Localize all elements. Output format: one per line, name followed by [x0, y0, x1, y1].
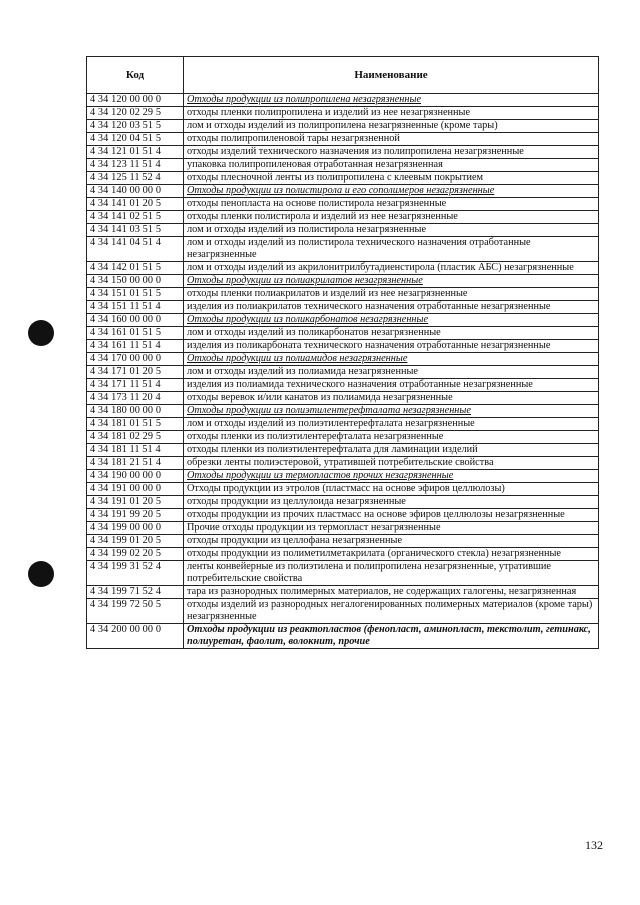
table-row — [87, 275, 599, 288]
punch-hole-top — [28, 320, 54, 346]
row-name — [184, 624, 599, 649]
table-row — [87, 146, 599, 159]
row-name — [184, 107, 599, 120]
row-code: 4 34 121 01 51 4 — [87, 146, 184, 159]
table-row — [87, 379, 599, 392]
row-name-text: ленты конвейерные из полиэтилена и полипропилена незагрязненные, утратившие потребительские свойства — [187, 561, 551, 584]
row-name-text: Отходы продукции из полиакрилатов незагрязненные — [187, 275, 423, 286]
table-row — [87, 624, 599, 649]
table-row — [87, 586, 599, 599]
table-row — [87, 353, 599, 366]
row-name-text: тара из разнородных полимерных материалов, не содержащих галогены, незагрязненная — [187, 586, 577, 597]
row-name — [184, 470, 599, 483]
table-row — [87, 133, 599, 146]
row-name-text: изделия из полиакрилатов технического назначения отработанные незагрязненные — [187, 301, 551, 312]
table-row — [87, 314, 599, 327]
row-code: 4 34 120 00 00 0 — [87, 94, 184, 107]
table-row — [87, 405, 599, 418]
row-name — [184, 133, 599, 146]
row-code: 4 34 199 71 52 4 — [87, 586, 184, 599]
row-name — [184, 431, 599, 444]
table-row — [87, 94, 599, 107]
row-code: 4 34 171 01 20 5 — [87, 366, 184, 379]
row-name — [184, 457, 599, 470]
row-name-text: отходы полипропиленовой тары незагрязненной — [187, 133, 400, 144]
row-name-text: Отходы продукции из реактопластов (фенопласт, аминопласт, текстолит, гетинакс, полиуретан, фаолит, волокнит, прочие — [187, 624, 591, 647]
table-row — [87, 159, 599, 172]
row-name-text: лом и отходы изделий из поликарбонатов незагрязненные — [187, 327, 441, 338]
row-name-text: изделия из поликарбоната технического назначения отработанные незагрязненные — [187, 340, 551, 351]
row-code: 4 34 181 01 51 5 — [87, 418, 184, 431]
row-name-text: лом и отходы изделий из полиамида незагрязненные — [187, 366, 418, 377]
table-header-row — [87, 57, 599, 94]
row-code: 4 34 161 11 51 4 — [87, 340, 184, 353]
row-code: 4 34 125 11 52 4 — [87, 172, 184, 185]
row-name — [184, 224, 599, 237]
row-name-text: лом и отходы изделий из полистирола незагрязненные — [187, 224, 427, 235]
table-row — [87, 366, 599, 379]
row-code: 4 34 191 00 00 0 — [87, 483, 184, 496]
row-name-text: Отходы продукции из полистирола и его сополимеров незагрязненные — [187, 185, 495, 196]
row-name-text: Отходы продукции из полиэтилентерефталата незагрязненные — [187, 405, 471, 416]
table-row — [87, 172, 599, 185]
row-name-text: отходы пленки из полиэтилентерефталата незагрязненные — [187, 431, 444, 442]
row-name — [184, 301, 599, 314]
row-name — [184, 327, 599, 340]
row-name — [184, 509, 599, 522]
row-code: 4 34 141 04 51 4 — [87, 237, 184, 262]
punch-hole-bottom — [28, 561, 54, 587]
row-code: 4 34 160 00 00 0 — [87, 314, 184, 327]
row-name — [184, 379, 599, 392]
row-name — [184, 146, 599, 159]
row-name — [184, 444, 599, 457]
table-row — [87, 418, 599, 431]
table-row — [87, 185, 599, 198]
row-code: 4 34 199 00 00 0 — [87, 522, 184, 535]
table-row — [87, 496, 599, 509]
row-name — [184, 172, 599, 185]
row-name-text: отходы продукции из прочих пластмасс на основе эфиров целлюлозы незагрязненные — [187, 509, 565, 520]
row-name-text: лом и отходы изделий из полистирола технического назначения отработанные незагрязненные — [187, 237, 531, 260]
table-row — [87, 120, 599, 133]
row-name — [184, 353, 599, 366]
row-name — [184, 561, 599, 586]
row-code: 4 34 199 72 50 5 — [87, 599, 184, 624]
table-row — [87, 211, 599, 224]
table-row — [87, 444, 599, 457]
row-code: 4 34 181 02 29 5 — [87, 431, 184, 444]
row-name-text: изделия из полиамида технического назначения отработанные незагрязненные — [187, 379, 533, 390]
table-row — [87, 392, 599, 405]
row-code: 4 34 199 01 20 5 — [87, 535, 184, 548]
table-row — [87, 470, 599, 483]
row-code: 4 34 140 00 00 0 — [87, 185, 184, 198]
row-name-text: обрезки ленты полиэстеровой, утратившей потребительские свойства — [187, 457, 494, 468]
table-row — [87, 262, 599, 275]
row-name — [184, 288, 599, 301]
row-name-text: отходы пленки полиакрилатов и изделий из нее незагрязненные — [187, 288, 468, 299]
row-code: 4 34 191 99 20 5 — [87, 509, 184, 522]
table-row — [87, 431, 599, 444]
table-row — [87, 522, 599, 535]
row-code: 4 34 120 03 51 5 — [87, 120, 184, 133]
row-code: 4 34 181 11 51 4 — [87, 444, 184, 457]
table-row — [87, 535, 599, 548]
row-name-text: отходы продукции из целлофана незагрязненные — [187, 535, 403, 546]
row-name-text: Отходы продукции из этролов (пластмасс на основе эфиров целлюлозы) — [187, 483, 505, 494]
row-name — [184, 599, 599, 624]
row-name — [184, 535, 599, 548]
row-code: 4 34 200 00 00 0 — [87, 624, 184, 649]
table-row — [87, 548, 599, 561]
table-row — [87, 301, 599, 314]
row-name — [184, 366, 599, 379]
row-name — [184, 94, 599, 107]
table-row — [87, 224, 599, 237]
table-row — [87, 288, 599, 301]
row-name — [184, 237, 599, 262]
row-name-text: отходы пенопласта на основе полистирола незагрязненные — [187, 198, 447, 209]
row-code: 4 34 123 11 51 4 — [87, 159, 184, 172]
row-code: 4 34 199 31 52 4 — [87, 561, 184, 586]
table-body — [87, 94, 599, 649]
table-row — [87, 198, 599, 211]
row-code: 4 34 150 00 00 0 — [87, 275, 184, 288]
row-name-text: отходы пленки полипропилена и изделий из нее незагрязненные — [187, 107, 471, 118]
row-name-text: Прочие отходы продукции из термопласт незагрязненные — [187, 522, 441, 533]
row-code: 4 34 180 00 00 0 — [87, 405, 184, 418]
row-name — [184, 159, 599, 172]
row-name-text: лом и отходы изделий из акрилонитрилбутадиенстирола (пластик АБС) незагрязненные — [187, 262, 574, 273]
row-name — [184, 483, 599, 496]
row-name-text: отходы продукции из полиметилметакрилата (органического стекла) незагрязненные — [187, 548, 561, 559]
row-name — [184, 211, 599, 224]
row-name — [184, 496, 599, 509]
row-name-text: упаковка полипропиленовая отработанная незагрязненная — [187, 159, 443, 170]
header-name: Наименование — [184, 57, 599, 94]
row-name-text: отходы пленки полистирола и изделий из нее незагрязненные — [187, 211, 458, 222]
row-code: 4 34 141 03 51 5 — [87, 224, 184, 237]
row-name-text: Отходы продукции из термопластов прочих незагрязненные — [187, 470, 454, 481]
row-name-text: лом и отходы изделий из полиэтилентерефталата незагрязненные — [187, 418, 475, 429]
row-name — [184, 314, 599, 327]
table-row — [87, 509, 599, 522]
row-name — [184, 262, 599, 275]
table-row — [87, 599, 599, 624]
row-code: 4 34 190 00 00 0 — [87, 470, 184, 483]
table-row — [87, 327, 599, 340]
row-code: 4 34 191 01 20 5 — [87, 496, 184, 509]
row-name — [184, 275, 599, 288]
row-code: 4 34 120 02 29 5 — [87, 107, 184, 120]
row-code: 4 34 171 11 51 4 — [87, 379, 184, 392]
row-name — [184, 120, 599, 133]
table-row — [87, 340, 599, 353]
row-code: 4 34 151 11 51 4 — [87, 301, 184, 314]
row-name-text: отходы продукции из целлулоида незагрязненные — [187, 496, 406, 507]
row-name — [184, 522, 599, 535]
row-name-text: отходы изделий технического назначения из полипропилена незагрязненные — [187, 146, 524, 157]
row-code: 4 34 181 21 51 4 — [87, 457, 184, 470]
row-name-text: отходы веревок и/или канатов из полиамида незагрязненные — [187, 392, 453, 403]
row-name-text: Отходы продукции из полиамидов незагрязненные — [187, 353, 408, 364]
row-name-text: Отходы продукции из полипропилена незагрязненные — [187, 94, 422, 105]
table-row — [87, 107, 599, 120]
row-code: 4 34 173 11 20 4 — [87, 392, 184, 405]
row-name — [184, 586, 599, 599]
page-number: 132 — [585, 838, 603, 852]
row-name — [184, 418, 599, 431]
row-name — [184, 198, 599, 211]
row-name-text: отходы плесночной ленты из полипропилена с клеевым покрытием — [187, 172, 484, 183]
row-code: 4 34 142 01 51 5 — [87, 262, 184, 275]
row-name-text: отходы пленки из полиэтилентерефталата для ламинации изделий — [187, 444, 478, 455]
row-code: 4 34 141 01 20 5 — [87, 198, 184, 211]
row-name — [184, 185, 599, 198]
waste-code-table — [86, 56, 599, 649]
table-row — [87, 457, 599, 470]
row-name — [184, 548, 599, 561]
table-row — [87, 483, 599, 496]
row-code: 4 34 151 01 51 5 — [87, 288, 184, 301]
row-code: 4 34 120 04 51 5 — [87, 133, 184, 146]
row-name — [184, 392, 599, 405]
header-code: Код — [87, 57, 184, 94]
row-name — [184, 340, 599, 353]
row-name-text: Отходы продукции из поликарбонатов незагрязненные — [187, 314, 429, 325]
row-code: 4 34 141 02 51 5 — [87, 211, 184, 224]
row-name-text: лом и отходы изделий из полипропилена незагрязненные (кроме тары) — [187, 120, 498, 131]
row-code: 4 34 170 00 00 0 — [87, 353, 184, 366]
row-code: 4 34 161 01 51 5 — [87, 327, 184, 340]
table-row — [87, 561, 599, 586]
row-name — [184, 405, 599, 418]
row-code: 4 34 199 02 20 5 — [87, 548, 184, 561]
table-row — [87, 237, 599, 262]
row-name-text: отходы изделий из разнородных негалогенированных полимерных материалов (кроме тары) незагрязненные — [187, 599, 593, 622]
